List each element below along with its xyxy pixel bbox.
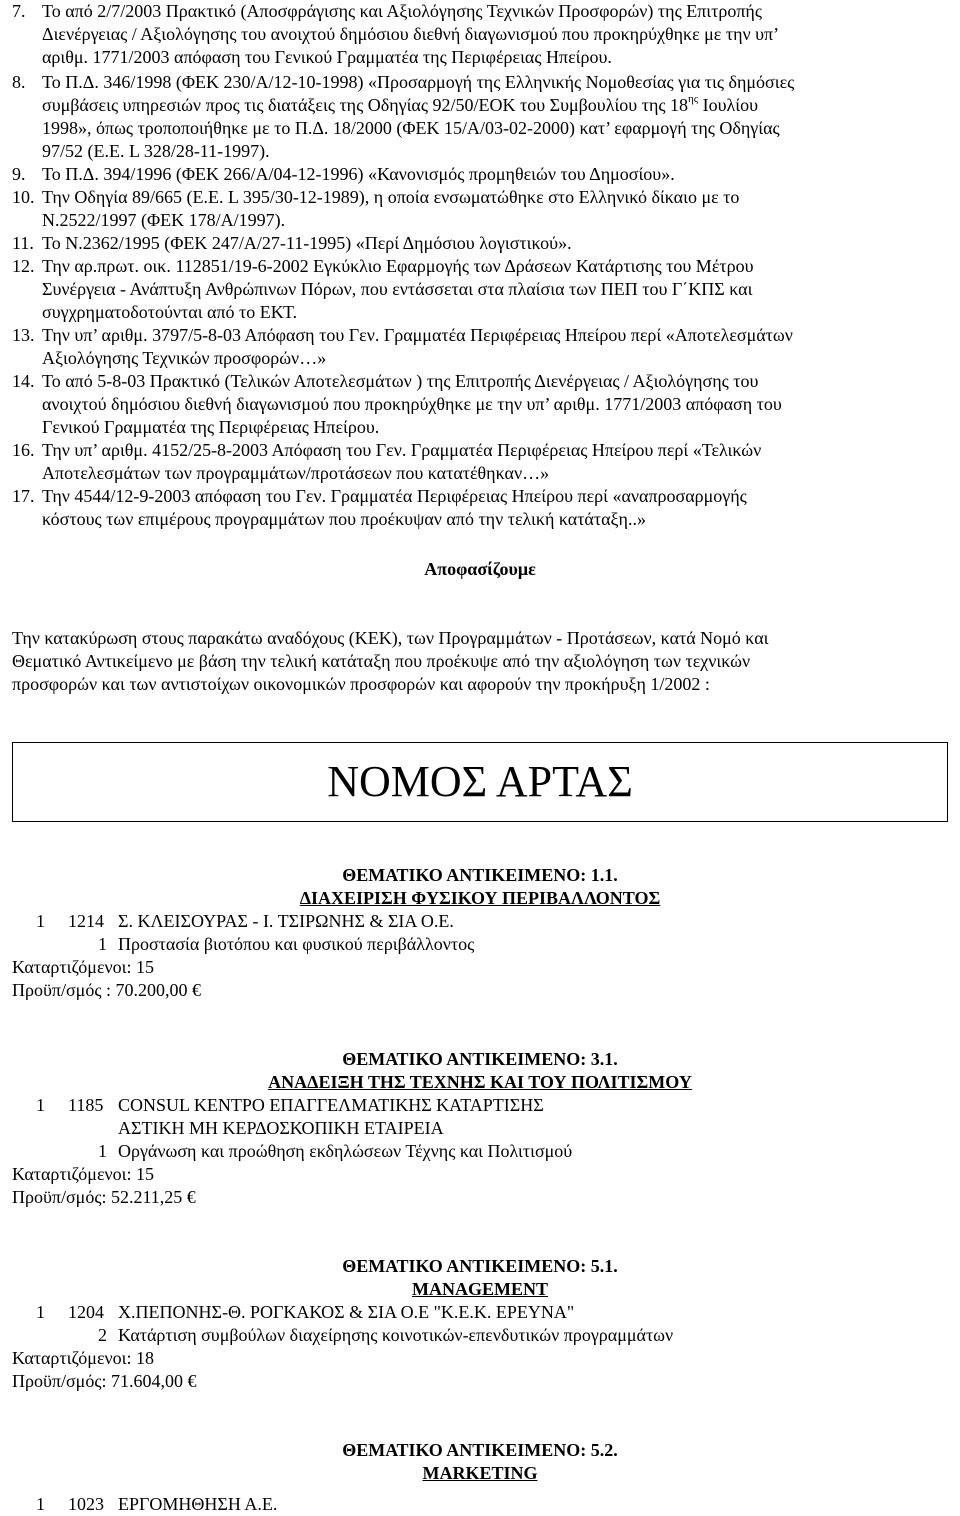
theme-block bbox=[12, 1048, 948, 1209]
recital-line: Συνέργεια - Ανάπτυξη Ανθρώπινων Πόρων, που εντάσσεται στα πλαίσια των ΠΕΠ του Γ΄ΚΠΣ και bbox=[42, 279, 753, 299]
decide-heading: Αποφασίζουμε bbox=[424, 559, 536, 579]
recital-item bbox=[12, 324, 948, 370]
theme-block bbox=[12, 1255, 948, 1393]
trainees-row bbox=[12, 1347, 948, 1370]
provider-row-continued bbox=[12, 1117, 948, 1140]
recital-line: Την υπ’ αριθμ. 4152/25-8-2003 Απόφαση του Γεν. Γραμματέα Περιφέρειας Ηπείρου περί «Τελικών bbox=[42, 440, 762, 460]
theme-block bbox=[12, 864, 948, 1002]
prefecture-title: ΝΟΜΟΣ ΑΡΤΑΣ bbox=[327, 757, 633, 806]
recital-number: 7. bbox=[12, 1, 26, 21]
recital-line: Το από 5-8-03 Πρακτικό (Τελικών Αποτελεσμάτων ) της Επιτροπής Διενέργειας / Αξιολόγησης του bbox=[42, 371, 759, 391]
trainees-count: Καταρτιζόμενοι: 15 bbox=[12, 1164, 154, 1184]
recital-line: 1998», όπως τροποποιήθηκε με το Π.Δ. 18/2000 (ΦΕΚ 15/Α/03-02-2000) κατ’ εφαρμογή της Οδηγίας bbox=[42, 118, 780, 138]
recital-item bbox=[12, 186, 948, 232]
recital-item bbox=[12, 0, 948, 69]
trainees-row bbox=[12, 1163, 948, 1186]
recital-line: Την Οδηγία 89/665 (Ε.Ε. L 395/30-12-1989), η οποία ενσωματώθηκε στο Ελληνικό δίκαιο με το bbox=[42, 187, 740, 207]
recital-line: Το Π.Δ. 346/1998 (ΦΕΚ 230/Α/12-10-1998) «Προσαρμογή της Ελληνικής Νομοθεσίας για τις δημόσιες bbox=[42, 72, 795, 92]
recital-line: αριθμ. 1771/2003 απόφαση του Γενικού Γραμματέα της Περιφέρειας Ηπείρου. bbox=[42, 47, 612, 67]
decision-paragraph bbox=[12, 627, 948, 696]
theme-subtitle: MARKETING bbox=[422, 1463, 538, 1483]
program-row bbox=[12, 1324, 948, 1347]
provider-name: Χ.ΠΕΠΟΝΗΣ-Θ. ΡΟΓΚΑΚΟΣ & ΣΙΑ Ο.Ε "Κ.Ε.Κ. ΕΡΕΥΝΑ" bbox=[118, 1302, 575, 1322]
recital-line: συγχρηματοδοτούνται από το ΕΚΤ. bbox=[42, 302, 298, 322]
provider-rank: 1 bbox=[36, 911, 45, 931]
recital-item bbox=[12, 370, 948, 439]
recital-number: 13. bbox=[12, 325, 35, 345]
recital-line: Γενικού Γραμματέα της Περιφέρειας Ηπείρου. bbox=[42, 417, 380, 437]
recital-number: 11. bbox=[12, 233, 34, 253]
recital-line: Την 4544/12-9-2003 απόφαση του Γεν. Γραμματέα Περιφέρειας Ηπείρου περί «αναπροσαρμογής bbox=[42, 486, 747, 506]
program-row bbox=[12, 1140, 948, 1163]
theme-title: ΘΕΜΑΤΙΚΟ ΑΝΤΙΚΕΙΜΕΝΟ: 3.1. bbox=[342, 1049, 618, 1069]
theme-title: ΘΕΜΑΤΙΚΟ ΑΝΤΙΚΕΙΜΕΝΟ: 1.1. bbox=[342, 865, 618, 885]
budget-row bbox=[12, 979, 948, 1002]
provider-code: 1204 bbox=[68, 1302, 104, 1322]
recital-number: 12. bbox=[12, 256, 35, 276]
budget-amount: Προϋπ/σμός : 70.200,00 € bbox=[12, 980, 201, 1000]
theme-subtitle: ΑΝΑΔΕΙΞΗ ΤΗΣ ΤΕΧΝΗΣ ΚΑΙ ΤΟΥ ΠΟΛΙΤΙΣΜΟΥ bbox=[268, 1072, 692, 1092]
recital-item bbox=[12, 71, 948, 163]
theme-subtitle: MANAGEMENT bbox=[412, 1279, 548, 1299]
theme-title: ΘΕΜΑΤΙΚΟ ΑΝΤΙΚΕΙΜΕΝΟ: 5.1. bbox=[342, 1256, 618, 1276]
recital-line: Αξιολόγησης Τεχνικών προσφορών…» bbox=[42, 348, 327, 368]
recital-number: 9. bbox=[12, 164, 26, 184]
provider-row bbox=[12, 910, 948, 933]
program-title: Προστασία βιοτόπου και φυσικού περιβάλλοντος bbox=[118, 934, 475, 954]
program-number: 1 bbox=[98, 934, 107, 954]
superscript-ordinal: ης bbox=[687, 93, 699, 105]
recital-item bbox=[12, 485, 948, 531]
decision-line: Θεματικό Αντικείμενο με βάση την τελική κατάταξη που προέκυψε από την αξιολόγηση των τεχνικών bbox=[12, 651, 751, 671]
recital-line: κόστους των επιμέρους προγραμμάτων που προέκυψαν από την τελική κατάταξη..» bbox=[42, 509, 646, 529]
provider-rank: 1 bbox=[36, 1302, 45, 1322]
program-number: 1 bbox=[98, 1141, 107, 1161]
recital-line: Το από 2/7/2003 Πρακτικό (Αποσφράγισης και Αξιολόγησης Τεχνικών Προσφορών) της Επιτροπής bbox=[42, 1, 762, 21]
recital-item bbox=[12, 439, 948, 485]
provider-name: CONSUL ΚΕΝΤΡΟ ΕΠΑΓΓΕΛΜΑΤΙΚΗΣ ΚΑΤΑΡΤΙΣΗΣ bbox=[118, 1095, 544, 1115]
recital-line: 97/52 (Ε.Ε. L 328/28-11-1997). bbox=[42, 141, 270, 161]
recital-line: Το Ν.2362/1995 (ΦΕΚ 247/Α/27-11-1995) «Περί Δημόσιου λογιστικού». bbox=[42, 233, 572, 253]
recital-line bbox=[42, 94, 948, 117]
recital-line: Διενέργειας / Αξιολόγησης του ανοιχτού δημόσιου διεθνή διαγωνισμού που προκηρύχθηκε με την υπ’ bbox=[42, 24, 780, 44]
recitals-list bbox=[12, 0, 948, 531]
recital-number: 14. bbox=[12, 371, 35, 391]
program-number: 2 bbox=[98, 1325, 107, 1345]
provider-code: 1023 bbox=[68, 1494, 104, 1514]
provider-row bbox=[12, 1094, 948, 1117]
recital-number: 17. bbox=[12, 486, 35, 506]
recital-line: ανοιχτού δημόσιου διεθνή διαγωνισμού που προκηρύχθηκε με την υπ’ αριθμ. 1771/2003 απόφαση του bbox=[42, 394, 782, 414]
trainees-count: Καταρτιζόμενοι: 15 bbox=[12, 957, 154, 977]
provider-code: 1185 bbox=[68, 1095, 104, 1115]
recital-number: 10. bbox=[12, 187, 35, 207]
recital-item bbox=[12, 163, 948, 186]
provider-code: 1214 bbox=[68, 911, 104, 931]
recital-line: Το Π.Δ. 394/1996 (ΦΕΚ 266/Α/04-12-1996) «Κανονισμός προμηθειών του Δημοσίου». bbox=[42, 164, 675, 184]
theme-title: ΘΕΜΑΤΙΚΟ ΑΝΤΙΚΕΙΜΕΝΟ: 5.2. bbox=[342, 1440, 618, 1460]
theme-block bbox=[12, 1439, 948, 1516]
decision-line: προσφορών και των αντιστοίχων οικονομικών προσφορών και αφορούν την προκήρυξη 1/2002 : bbox=[12, 674, 710, 694]
trainees-count: Καταρτιζόμενοι: 18 bbox=[12, 1348, 154, 1368]
decision-line: Την κατακύρωση στους παρακάτω αναδόχους (ΚΕΚ), των Προγραμμάτων - Προτάσεων, κατά Νομό και bbox=[12, 628, 769, 648]
provider-row bbox=[12, 1493, 948, 1516]
provider-row bbox=[12, 1301, 948, 1324]
program-title: Οργάνωση και προώθηση εκδηλώσεων Τέχνης και Πολιτισμού bbox=[118, 1141, 573, 1161]
budget-amount: Προϋπ/σμός: 52.211,25 € bbox=[12, 1187, 196, 1207]
budget-row bbox=[12, 1370, 948, 1393]
document-page bbox=[12, 0, 948, 1516]
recital-line: Ν.2522/1997 (ΦΕΚ 178/Α/1997). bbox=[42, 210, 286, 230]
recital-item bbox=[12, 232, 948, 255]
provider-name: Σ. ΚΛΕΙΣΟΥΡΑΣ - Ι. ΤΣΙΡΩΝΗΣ & ΣΙΑ Ο.Ε. bbox=[118, 911, 454, 931]
provider-rank: 1 bbox=[36, 1494, 45, 1514]
program-title: Κατάρτιση συμβούλων διαχείρησης κοινοτικών-επενδυτικών προγραμμάτων bbox=[118, 1325, 674, 1345]
program-row bbox=[12, 933, 948, 956]
recital-line: Αποτελεσμάτων των προγραμμάτων/προτάσεων που κατατέθηκαν…» bbox=[42, 463, 550, 483]
recital-number: 16. bbox=[12, 440, 35, 460]
budget-amount: Προϋπ/σμός: 71.604,00 € bbox=[12, 1371, 197, 1391]
prefecture-banner bbox=[12, 742, 948, 822]
recital-number: 8. bbox=[12, 72, 26, 92]
provider-name: ΕΡΓΟΜΗΘΗΣΗ Α.Ε. bbox=[118, 1494, 278, 1514]
recital-line: Την αρ.πρωτ. οικ. 112851/19-6-2002 Εγκύκλιο Εφαρμογής των Δράσεων Κατάρτισης του Μέτρου bbox=[42, 256, 754, 276]
provider-name-line2: ΑΣΤΙΚΗ ΜΗ ΚΕΡΔΟΣΚΟΠΙΚΗ ΕΤΑΙΡΕΙΑ bbox=[118, 1118, 444, 1138]
recital-line-part: Ιουλίου bbox=[698, 95, 758, 115]
budget-row bbox=[12, 1186, 948, 1209]
recital-line: Την υπ’ αριθμ. 3797/5-8-03 Απόφαση του Γεν. Γραμματέα Περιφέρειας Ηπείρου περί «Αποτελεσμάτων bbox=[42, 325, 793, 345]
recital-line-part: συμβάσεις υπηρεσιών προς τις διατάξεις της Οδηγίας 92/50/ΕΟΚ του Συμβουλίου της 18 bbox=[42, 95, 688, 115]
provider-rank: 1 bbox=[36, 1095, 45, 1115]
theme-subtitle: ΔΙΑΧΕΙΡΙΣΗ ΦΥΣΙΚΟΥ ΠΕΡΙΒΑΛΛΟΝΤΟΣ bbox=[299, 888, 661, 908]
trainees-row bbox=[12, 956, 948, 979]
recital-item bbox=[12, 255, 948, 324]
